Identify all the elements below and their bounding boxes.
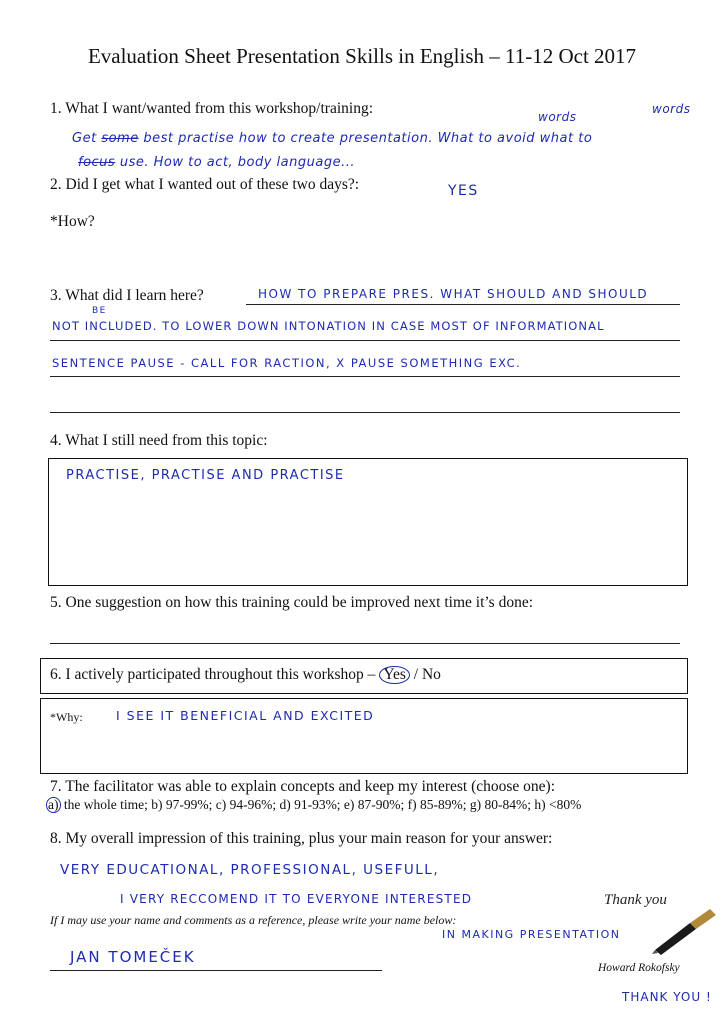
question-3-answer-line-1: HOW TO PREPARE PRES. WHAT SHOULD AND SHOULD <box>258 287 649 301</box>
thank-you-script: Thank you <box>604 892 667 908</box>
thank-you-caps: THANK YOU ! <box>622 990 712 1004</box>
question-3-answer-line-2: NOT INCLUDED. TO LOWER DOWN INTONATION IN CASE MOST OF INFORMATIONAL <box>52 319 605 333</box>
question-8-answer-line-3: IN MAKING PRESENTATION <box>442 928 621 941</box>
signature-name: Howard Rokofsky <box>598 962 680 974</box>
option-a-selected[interactable]: a) <box>48 797 59 812</box>
question-2-how-label: *How? <box>50 213 95 230</box>
fountain-pen-icon <box>650 905 720 955</box>
question-4-label: 4. What I still need from this topic: <box>50 432 268 449</box>
question-4-answer: PRACTISE, PRACTISE AND PRACTISE <box>66 468 345 483</box>
slash-separator: / <box>413 666 419 683</box>
question-2-label: 2. Did I get what I wanted out of these two days?: <box>50 176 360 193</box>
name-answer: JAN TOMEČEK <box>70 948 196 966</box>
question-1-insert-words: words <box>538 110 577 124</box>
question-6-why-answer: I SEE IT BENEFICIAL AND EXCITED <box>116 708 375 723</box>
answer-line <box>246 304 680 305</box>
question-7-label: 7. The facilitator was able to explain concepts and keep my interest (choose one): <box>50 778 556 795</box>
name-line <box>50 970 382 971</box>
question-1-label: 1. What I want/wanted from this workshop/training: <box>50 100 374 117</box>
no-option[interactable]: No <box>421 666 441 683</box>
answer-line <box>50 340 680 341</box>
question-3-insert-be: BE <box>92 306 107 316</box>
yes-option[interactable]: Yes <box>379 666 410 684</box>
question-1-answer-line-1: Get some best practise how to create presentation. What to avoid what to <box>72 131 593 146</box>
answer-line <box>50 643 680 644</box>
question-7-options: a) the whole time; b) 97-99%; c) 94-96%; d) 91-93%; e) 87-90%; f) 85-89%; g) 80-84%; h) <80% <box>48 797 582 812</box>
question-3-answer-line-3: SENTENCE PAUSE - CALL FOR RACTION, X PAUSE SOMETHING EXC. <box>52 356 522 370</box>
question-8-answer-line-1: VERY EDUCATIONAL, PROFESSIONAL, USEFULL, <box>60 862 440 878</box>
answer-line <box>50 412 680 413</box>
question-6-why-label: *Why: <box>50 710 83 724</box>
question-1-insert-words-2: words <box>652 102 691 116</box>
question-8-answer-line-2: I VERY RECCOMEND IT TO EVERYONE INTERESTED <box>120 892 473 906</box>
question-6-label: 6. I actively participated throughout this workshop – Yes / No <box>50 666 441 683</box>
question-1-answer-line-2: focus use. How to act, body language... <box>78 155 355 170</box>
question-3-label: 3. What did I learn here? <box>50 287 204 304</box>
answer-line <box>50 376 680 377</box>
reference-label: If I may use your name and comments as a reference, please write your name below: <box>50 913 457 927</box>
page-title: Evaluation Sheet Presentation Skills in English – 11-12 Oct 2017 <box>87 44 637 68</box>
question-8-label: 8. My overall impression of this training, plus your main reason for your answer: <box>50 830 553 847</box>
question-2-answer: YES <box>448 183 479 199</box>
question-5-label: 5. One suggestion on how this training could be improved next time it’s done: <box>50 594 534 611</box>
